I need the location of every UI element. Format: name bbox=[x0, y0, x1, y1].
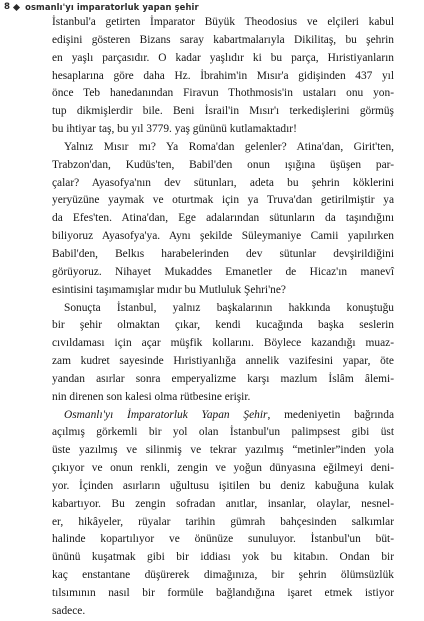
text-line: hesaplarına göre daha Hz. İbrahim'in Mısır'a gidişinden 437 yıl bbox=[52, 69, 394, 82]
text-line: önce Teb hanedanından Firavun Thothmosis'in ustaları onu yon- bbox=[52, 87, 394, 100]
text-line: görüyoruz. Nihayet Mukaddes Emanetler de Hicaz'ın manevî bbox=[52, 265, 394, 278]
text-line: biliyoruz Ayasofya'ya. Aynı şekilde Süleymaniye Camii yapılırken bbox=[52, 230, 394, 243]
paragraph bbox=[52, 139, 394, 300]
text-line: üste yazılmış ve silinmiş ve tekrar yazılmış “metinler”inden yola bbox=[52, 444, 394, 457]
text-line: yandan asırlar sonra emperyalizme karşı mazlum İslâm âlemi- bbox=[52, 372, 394, 385]
text-line: halinde kopartılıyor ve önünüze sunuluyor. İstanbul'un büt- bbox=[52, 533, 394, 546]
text-line: Yalnız Mısır mı? Ya Roma'dan gelenler? Atina'dan, Girit'ten, bbox=[64, 140, 394, 153]
text-line: Babil'den, Belkıs harabelerinden dev sütunlar devşirildiğini bbox=[52, 247, 394, 260]
text-line: nin direnen son kalesi olma rütbesine erişir. bbox=[52, 390, 251, 403]
running-title: osmanlı'yı imparatorluk yapan şehir bbox=[25, 2, 199, 12]
text-line: cıvıldaması için açar müşfik kollarını. Böylece kazandığı muaz- bbox=[52, 337, 394, 350]
text-line: İstanbul'a getirten İmparator Büyük Theodosius ve elçileri kabul bbox=[52, 16, 394, 28]
text-line: tup dikmişlerdir bile. Beni İsrail'in Mısır'ı terkedişlerini görmüş bbox=[52, 105, 394, 118]
text-line: Trabzon'dan, Kudüs'ten, Babil'den onun ışığına üşüşen par- bbox=[52, 158, 394, 171]
text-line: Sonuçta İstanbul, yalnız başkalarının hakkında konuştuğu bbox=[64, 301, 394, 314]
paragraph bbox=[52, 407, 394, 621]
text-line: kaç enstantane düşürerek dimağınıza, bir şehrin ölümsüzlük bbox=[52, 569, 394, 582]
text-line: edişini gösteren Bizans saray kabartmalarıyla Dikilitaş, bu şehrin bbox=[52, 33, 394, 46]
text-line: er, hikâyeler, rüyalar tarihin gümrah bahçesinden salkımlar bbox=[52, 515, 394, 528]
text-line: bir şehir olmaktan çıkar, kendi kucağında başka seslerin bbox=[52, 319, 394, 332]
diamond-bullet-icon bbox=[13, 3, 20, 10]
paragraph bbox=[52, 300, 394, 407]
book-title-italic: Osmanlı'yı İmparatorluk Yapan Şehir bbox=[64, 408, 268, 421]
body-text bbox=[52, 14, 394, 621]
text-line: esintisini taşımamışlar mıdır bu Mutluluk Şehri'ne? bbox=[52, 283, 286, 296]
text-line: sadece. bbox=[52, 604, 86, 617]
paragraph bbox=[52, 14, 394, 139]
text-line: yeryüzüne yaymak ve oturtmak için ya Truva'dan getirilmiştir ya bbox=[52, 194, 394, 207]
text-line: tılsımının nasıl bir formüle bağlandığına işaret etmek istiyor bbox=[52, 587, 394, 599]
text-line-first bbox=[52, 407, 394, 425]
text-line: zam kudret sayesinde Hıristiyanlığa annelik vazifesini yapar, öte bbox=[52, 355, 394, 368]
running-header bbox=[4, 1, 199, 13]
text-line: bu ihtiyar taş, bu yıl 3779. yaş gününü kutlamaktadır! bbox=[52, 123, 297, 136]
text-line: çalar? Ayasofya'nın dev sütunları, adeta bu şehrin köklerini bbox=[52, 176, 394, 189]
page-number: 8 bbox=[4, 2, 11, 12]
text-line: yor. İçinden asırların uğultusu işitilen bu deniz kabuğuna kulak bbox=[52, 479, 394, 492]
text-line: ününü kuşatmak gibi bir iddiası yok bu kitabın. Ondan bir bbox=[52, 551, 394, 564]
text-line: çıkıyor ve onun renkli, zengin ve yoğun dünyasına eğilmeyi deni- bbox=[52, 462, 394, 475]
text-line: açılmış görkemli bir yol olan İstanbul'un palimpsest gibi üst bbox=[52, 426, 394, 439]
text-line: da Efes'ten. Atina'dan, Ege adalarından sütunların da taşındığını bbox=[52, 212, 394, 225]
text-fragment: , medeniyetin bağrında bbox=[267, 408, 394, 421]
text-line: kabartıyor. Bu zengin sofradan anıtlar, insanlar, olaylar, nesnel- bbox=[52, 497, 394, 510]
text-line: en yaşlı parçasıdır. O kadar yaşlıdır ki bu parça, Hıristiyanların bbox=[52, 51, 394, 64]
